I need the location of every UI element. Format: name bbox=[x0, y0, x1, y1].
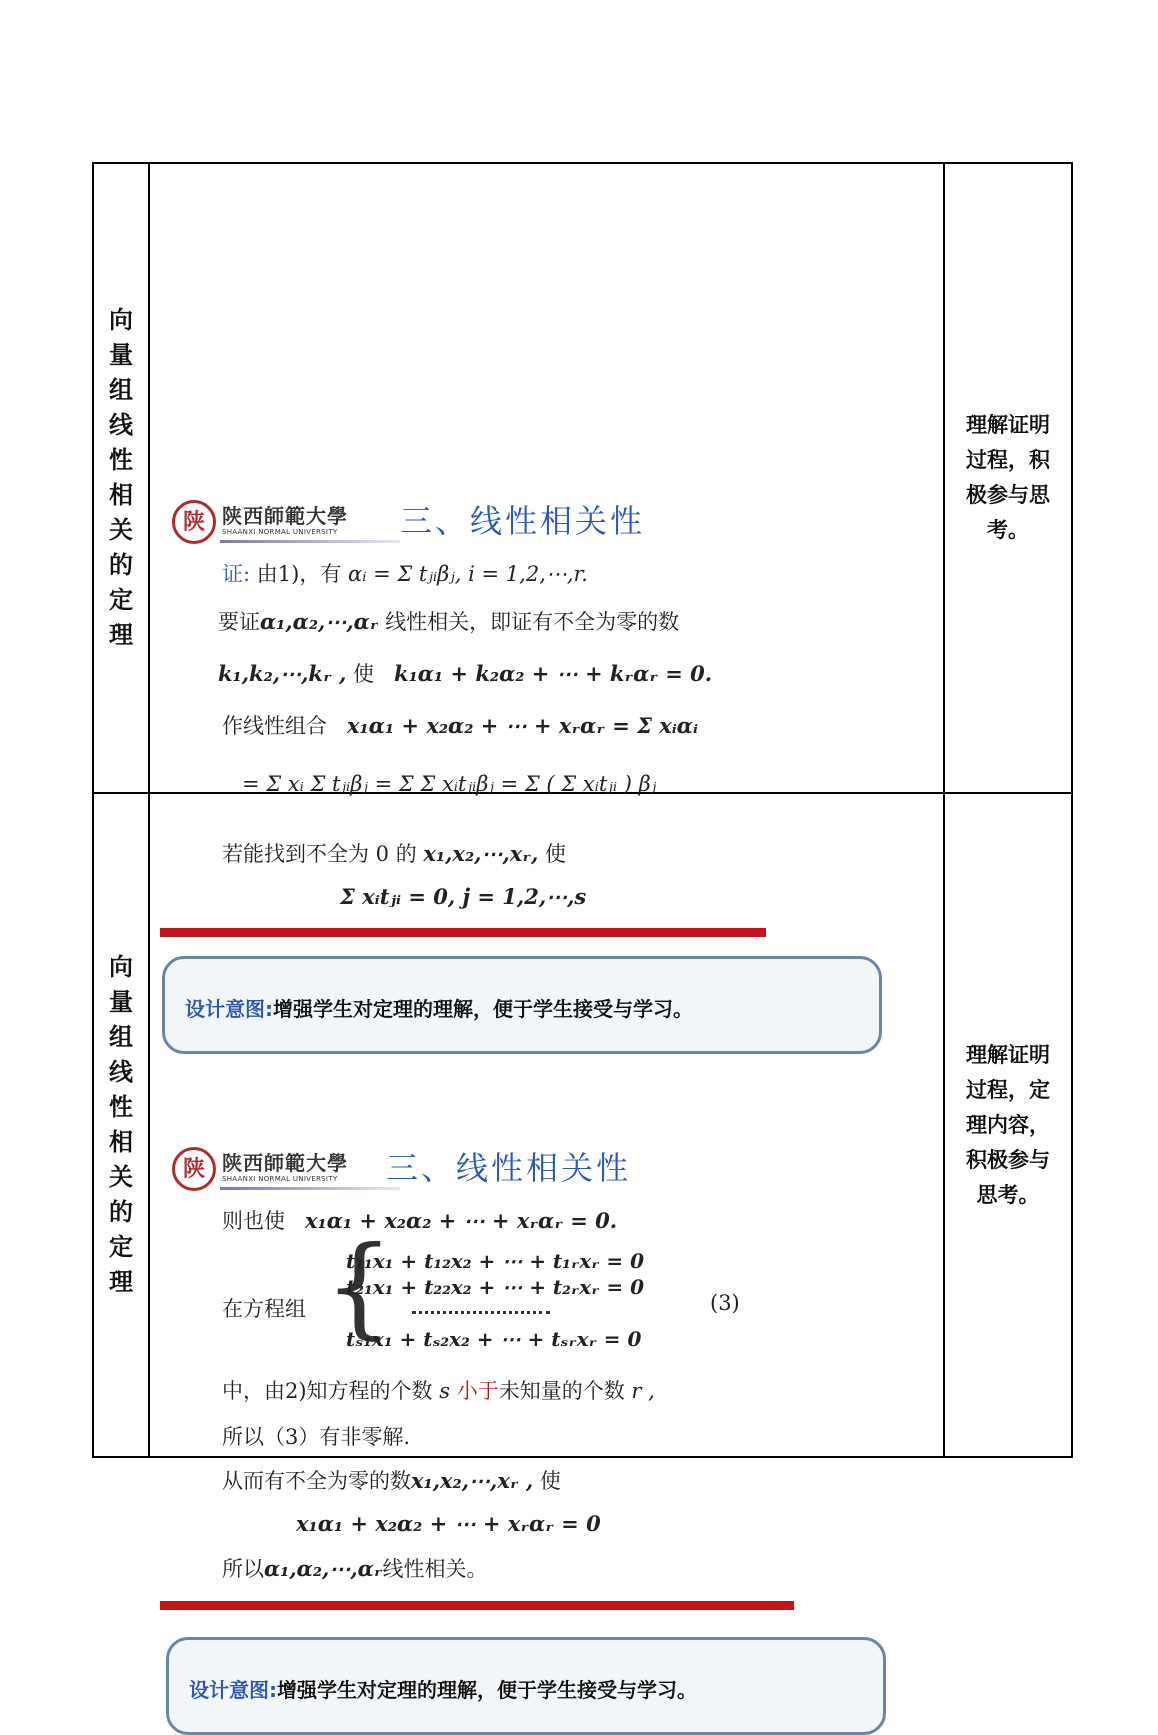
row-title-cell bbox=[93, 793, 149, 1457]
row-title-char: 关 bbox=[109, 1163, 133, 1191]
row-title-char: 线 bbox=[109, 1058, 133, 1086]
row-title-char: 向 bbox=[109, 953, 133, 981]
university-name-cn: 陕西師範大學 bbox=[222, 1151, 348, 1175]
proof-line-4: 作线性组合 x₁α₁ + x₂α₂ + ⋯ + xᵣαᵣ = Σ xᵢαᵢ bbox=[222, 713, 698, 738]
lesson-table bbox=[92, 162, 1073, 1702]
row-title-char: 量 bbox=[109, 988, 133, 1016]
proof-line-6: x₁α₁ + x₂α₂ + ⋯ + xᵣαᵣ = 0 bbox=[296, 1511, 601, 1536]
university-logo bbox=[172, 496, 412, 548]
design-intent-text: 设计意图:增强学生对定理的理解，便于学生接受与学习。 bbox=[185, 997, 693, 1021]
row-title-char: 向 bbox=[109, 306, 133, 334]
proof-label: 证: bbox=[222, 562, 251, 586]
row-title bbox=[94, 950, 148, 1300]
proof-line-3: k₁,k₂,⋯,kᵣ , 使 k₁α₁ + k₂α₂ + ⋯ + kᵣαᵣ = 0. bbox=[218, 661, 713, 686]
red-divider bbox=[160, 1601, 794, 1610]
row-title bbox=[94, 303, 148, 653]
university-name-en: SHAANXI NORMAL UNIVERSITY bbox=[222, 528, 338, 536]
seal-icon: 陕 bbox=[172, 500, 216, 544]
note-cell bbox=[944, 793, 1072, 1457]
proof-line-6: 若能找到不全为 0 的 x₁,x₂,⋯,xᵣ, 使 bbox=[222, 841, 566, 866]
system-label: 在方程组 bbox=[222, 1297, 306, 1321]
note-cell bbox=[944, 163, 1072, 793]
row-title-char: 关 bbox=[109, 516, 133, 544]
proof-line-2: 要证α₁,α₂,⋯,αᵣ 线性相关，即证有不全为零的数 bbox=[218, 609, 680, 634]
row-title-char: 量 bbox=[109, 341, 133, 369]
design-intent-label: 设计意图: bbox=[185, 997, 273, 1021]
proof-line-7: Σ xᵢtⱼᵢ = 0, j = 1,2,⋯,s bbox=[340, 884, 587, 909]
left-brace-icon: { bbox=[324, 1222, 394, 1350]
proof-line-4: 所以（3）有非零解. bbox=[222, 1425, 411, 1449]
design-intent-label: 设计意图: bbox=[189, 1678, 277, 1702]
proof-line-7: 所以α₁,α₂,⋯,αᵣ线性相关。 bbox=[222, 1556, 488, 1581]
design-intent-text: 设计意图:增强学生对定理的理解，便于学生接受与学习。 bbox=[189, 1678, 697, 1702]
row-title-char: 性 bbox=[109, 1093, 133, 1121]
logo-underline bbox=[220, 540, 400, 543]
proof-line-5: 从而有不全为零的数x₁,x₂,⋯,xᵣ , 使 bbox=[222, 1468, 561, 1493]
row-title-cell bbox=[93, 163, 149, 793]
system-equation-1: t₁₁x₁ + t₁₂x₂ + ⋯ + t₁ᵣxᵣ = 0 bbox=[346, 1249, 644, 1273]
proof-line-1: 则也使 x₁α₁ + x₂α₂ + ⋯ + xᵣαᵣ = 0. bbox=[222, 1208, 618, 1233]
row-title-char: 的 bbox=[109, 551, 133, 579]
section-title: 三、线性相关性 bbox=[386, 1149, 632, 1187]
ellipsis-dots bbox=[412, 1311, 550, 1314]
row-title-char: 理 bbox=[109, 1268, 133, 1296]
design-intent-box bbox=[166, 1637, 886, 1735]
university-name-cn: 陕西師範大學 bbox=[222, 504, 348, 528]
teaching-note: 理解证明 过程，定 理内容， 积极参与 思考。 bbox=[966, 1042, 1050, 1207]
equation-number: (3) bbox=[710, 1291, 740, 1315]
system-equation-3: tₛ₁x₁ + tₛ₂x₂ + ⋯ + tₛᵣxᵣ = 0 bbox=[346, 1327, 642, 1351]
row-title-char: 组 bbox=[109, 1023, 133, 1051]
design-intent-box bbox=[162, 956, 882, 1054]
row-title-char: 的 bbox=[109, 1198, 133, 1226]
proof-line-1: 证: 由1)，有 αᵢ = Σ tⱼᵢβⱼ, i = 1,2,⋯,r. bbox=[222, 562, 588, 586]
row-title-char: 组 bbox=[109, 376, 133, 404]
row-title-char: 相 bbox=[109, 481, 133, 509]
table-row bbox=[93, 163, 1072, 793]
row-title-char: 性 bbox=[109, 446, 133, 474]
system-equation-2: t₂₁x₁ + t₂₂x₂ + ⋯ + t₂ᵣxᵣ = 0 bbox=[346, 1275, 644, 1299]
row-title-char: 相 bbox=[109, 1128, 133, 1156]
slide-cell bbox=[149, 163, 944, 1021]
row-title-char: 定 bbox=[109, 586, 133, 614]
university-name-en: SHAANXI NORMAL UNIVERSITY bbox=[222, 1175, 338, 1183]
section-title: 三、线性相关性 bbox=[400, 502, 646, 540]
red-divider bbox=[160, 928, 766, 937]
row-title-char: 线 bbox=[109, 411, 133, 439]
seal-icon: 陕 bbox=[172, 1147, 216, 1191]
teaching-note: 理解证明 过程，积 极参与思 考。 bbox=[966, 413, 1050, 542]
proof-line-5: = Σ xᵢ Σ tⱼᵢβⱼ = Σ Σ xᵢtⱼᵢβⱼ = Σ ( Σ xᵢtⱼᵢ ) βⱼ bbox=[242, 772, 657, 796]
proof-line-3: 中，由2)知方程的个数 s 小于未知量的个数 r , bbox=[222, 1379, 655, 1403]
university-logo bbox=[172, 1143, 412, 1195]
row-title-char: 定 bbox=[109, 1233, 133, 1261]
row-title-char: 理 bbox=[109, 621, 133, 649]
logo-underline bbox=[220, 1187, 400, 1190]
